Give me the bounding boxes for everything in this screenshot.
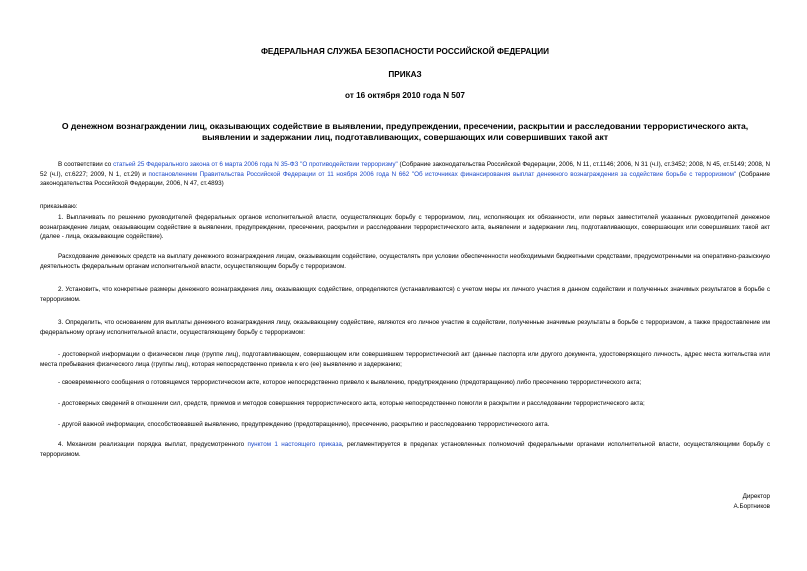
preamble-text-2: (Собрание законодательства Российской Федерации, 2006, N 11, ст.1146; 2006, N 31 (ч.I), ст.3452; 2008, N 45, ст.5149; 2008, N 52 (ч.I), ст.6227; 2009, N 1, ст.29) и [40, 161, 770, 178]
signature-name: А.Бортников [733, 503, 770, 510]
document-date-number: от 16 октября 2010 года N 507 [345, 91, 465, 100]
law-article-25-link[interactable]: статьей 25 Федерального закона от 6 марта 2006 года N 35-ФЗ "О противодействии терроризму" [113, 161, 398, 168]
item-1-paragraph: 1. Выплачивать по решению руководителей федеральных органов исполнительной власти, осуществляющих борьбу с терроризмом, лиц, исполняющих их обязанности, или первых заместителей указанных руководителей денежное вознаграждение лицам, оказывающим содействие в выявлении, предупреждении, пресечении, раскрытии и расследовании террористического акта, выявлении и задержании лиц, подготавливающих, совершающих или совершивших такой акт (далее - лица, оказывающие содействие). [40, 214, 770, 241]
document-page [40, 0, 770, 571]
order-word: приказываю: [40, 203, 78, 210]
item-3-paragraph: 3. Определить, что основанием для выплаты денежного вознаграждения лицу, оказывающему содействие, являются его личное участие в содействии, полученные значимые результаты в борьбе с терроризмом, а также предоставление им федеральному органу исполнительной власти, осуществляющему борьбу с терроризмом: [40, 319, 770, 336]
item-3-bullet-information: - достоверной информации о физическом лице (группе лиц), подготавливающем, совершающем или совершившем террористический акт (данные паспорта или другого документа, удостоверяющего личность, адрес места жительства или места пребывания физического лица (группы лиц), которая непосредственно привела к его (ее) выявлению и задержанию; [40, 351, 770, 368]
preamble-paragraph [40, 160, 770, 189]
item-4-paragraph [40, 440, 770, 459]
signature-position: Директор [742, 493, 770, 500]
item-4-text-1: 4. Механизм реализации порядка выплат, предусмотренного [58, 441, 248, 448]
preamble-text-3: (Собрание законодательства Российской Федерации, 2006, N 47, ст.4893) [40, 170, 770, 188]
item-3-bullet-message: - своевременного сообщения о готовящемся террористическом акте, которое непосредственно привело к выявлению, предупреждению (предотвращению) либо пресечению террористического акта; [58, 379, 642, 386]
item-2-paragraph: 2. Установить, что конкретные размеры денежного вознаграждения лиц, оказывающих содействие, определяются (устанавливаются) с учетом меры их личного участия в данном содействии и полученных значимых результатов в борьбе с терроризмом. [40, 286, 770, 303]
document-title: О денежном вознаграждении лиц, оказывающих содействие в выявлении, предупреждении, пресечении, раскрытии и расследовании террористического акта, выявлении и задержании лиц, подготавливающих, совершающих или совершивших такой акт [61, 121, 749, 142]
item-3-bullet-other: - другой важной информации, способствовавшей выявлению, предупреждению (предотвращению), пресечению, раскрытию и расследованию террористического акта. [58, 421, 550, 428]
government-resolution-662-link[interactable]: постановлением Правительства Российской Федерации от 11 ноября 2006 года N 662 "Об источниках финансирования выплат денежного вознаграждения за содействие борьбе с терроризмом" [148, 170, 737, 178]
item-3-bullet-forces: - достоверных сведений в отношении сил, средств, приемов и методов совершения террористического акта, которые непосредственно помогли в раскрытии и расследовании террористического акта; [58, 400, 645, 407]
document-type: ПРИКАЗ [388, 70, 422, 79]
agency-name: ФЕДЕРАЛЬНАЯ СЛУЖБА БЕЗОПАСНОСТИ РОССИЙСКОЙ ФЕДЕРАЦИИ [260, 47, 550, 56]
item-1-funding-paragraph: Расходование денежных средств на выплату денежного вознаграждения лицам, оказывающим содействие, осуществлять при условии обеспеченности необходимыми бюджетными средствами, предусмотренными на оперативно-разыскную деятельность федеральным органам исполнительной власти, осуществляющим борьбу с терроризмом. [40, 253, 770, 270]
item-1-reference-link[interactable]: пунктом 1 настоящего приказа [247, 441, 342, 448]
item-4-text-2: , регламентируется в пределах установленных полномочий федеральными органами исполнительной власти, осуществляющими борьбу с терроризмом. [40, 441, 770, 458]
preamble-text-1: В соответствии со [58, 161, 114, 168]
